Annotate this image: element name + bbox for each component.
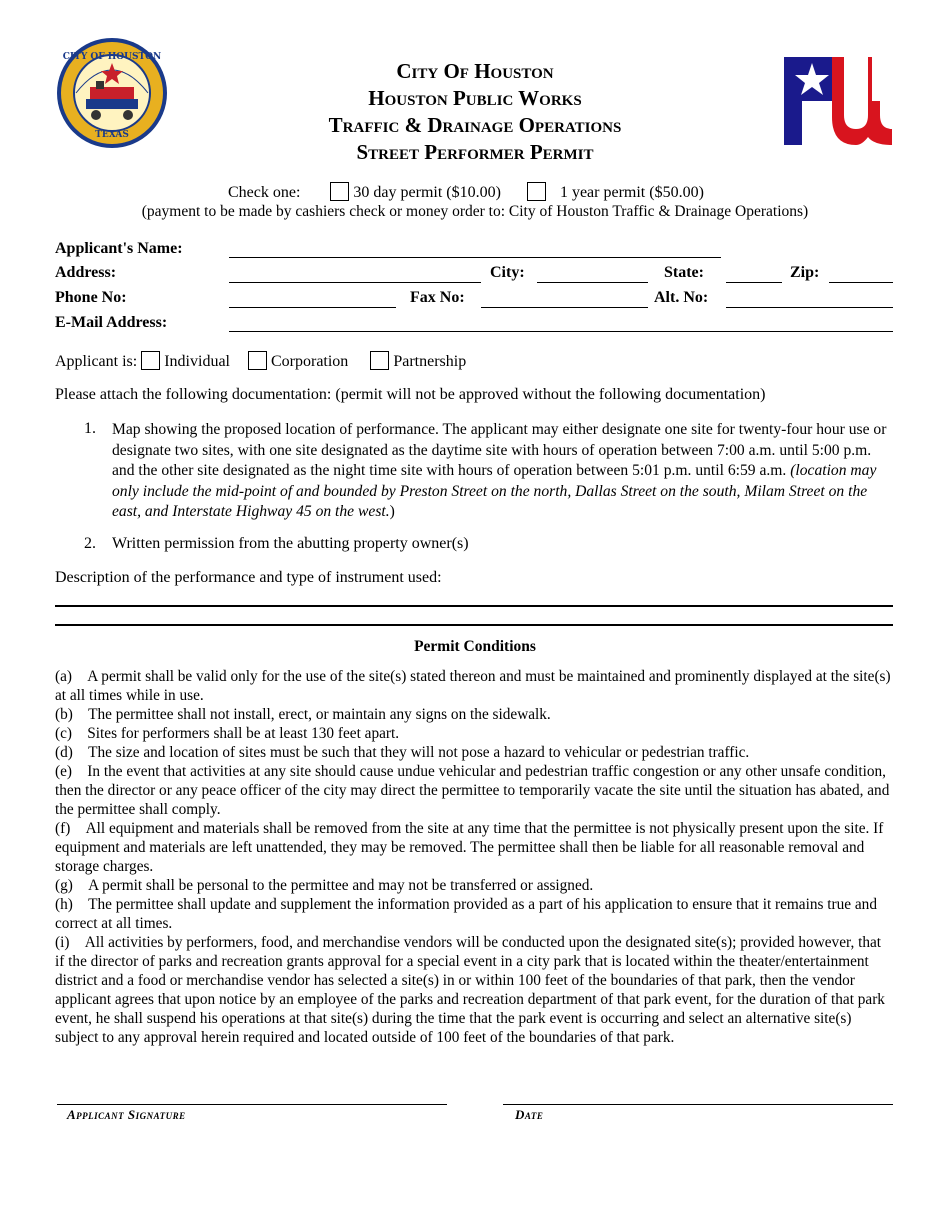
condition-item bbox=[55, 762, 893, 819]
doc-item-2-number: 2. bbox=[84, 535, 96, 552]
condition-text: All activities by performers, food, and merchandise vendors will be conducted upon the designated site(s); provided however, that if the director of parks and recreation grants approval for a special event in a city park that is located within the theater/entertainment district and a food or merchandise vendor has selected a site(s) in or within 100 feet of the boundaries of that park, then the vendor applicant agrees that upon notice by an employee of the parks and recreation department of that park event, for the duration of that park event, he shall suspend his operations at that site(s) during the time that the park event is occurring and select an alternative site(s) subject to any approval herein required and located outside of 100 feet of the boundaries of that park. bbox=[55, 934, 885, 1046]
condition-tag: (b) bbox=[55, 706, 73, 723]
permit-conditions-title: Permit Conditions bbox=[414, 638, 536, 655]
permit-type-row bbox=[228, 182, 704, 202]
check-one-label: Check one: bbox=[228, 184, 301, 201]
condition-item bbox=[55, 876, 893, 895]
doc-item-2-text: Written permission from the abutting property owner(s) bbox=[112, 535, 469, 552]
condition-item bbox=[55, 743, 893, 762]
date-field[interactable] bbox=[503, 1104, 893, 1105]
condition-tag: (i) bbox=[55, 934, 70, 951]
title-line-3: Traffic & Drainage Operations bbox=[328, 113, 622, 137]
date-label: Date bbox=[515, 1107, 544, 1122]
fax-label: Fax No: bbox=[410, 289, 465, 306]
condition-text: The permittee shall not install, erect, or maintain any signs on the sidewalk. bbox=[88, 706, 551, 723]
form-title bbox=[200, 58, 750, 166]
email-field[interactable] bbox=[229, 331, 893, 332]
zip-field[interactable] bbox=[829, 282, 893, 283]
email-label: E-Mail Address: bbox=[55, 314, 168, 331]
condition-item bbox=[55, 819, 893, 876]
applicant-type-row bbox=[55, 351, 466, 371]
applicant-name-field[interactable] bbox=[229, 257, 721, 258]
city-seal-logo bbox=[56, 37, 168, 149]
condition-tag: (a) bbox=[55, 668, 72, 685]
condition-tag: (g) bbox=[55, 877, 73, 894]
title-line-4: Street Performer Permit bbox=[356, 140, 594, 164]
state-field[interactable] bbox=[726, 282, 782, 283]
svg-text:CITY OF HOUSTON: CITY OF HOUSTON bbox=[62, 52, 162, 62]
condition-tag: (f) bbox=[55, 820, 71, 837]
condition-text: In the event that activities at any site should cause undue vehicular and pedestrian traffic congestion or any other unsafe condition, then the director or any peace officer of the city may direct the permittee to temporarily vacate the site until the situation has abated, and the permittee shall comply. bbox=[55, 763, 890, 818]
condition-text: Sites for performers shall be at least 130 feet apart. bbox=[87, 725, 400, 742]
condition-text: All equipment and materials shall be removed from the site at any time that the permittee is not physically present upon the site. If equipment and materials are left unattended, they may be removed. The permittee shall then be liable for all reasonable removal and storage charges. bbox=[55, 820, 884, 875]
applicant-name-label: Applicant's Name: bbox=[55, 240, 183, 257]
individual-label: Individual bbox=[164, 353, 230, 370]
condition-tag: (h) bbox=[55, 896, 73, 913]
description-field-line-2[interactable] bbox=[55, 624, 893, 626]
conditions-list bbox=[55, 667, 893, 1047]
condition-item bbox=[55, 667, 893, 705]
checkbox-corporation[interactable] bbox=[248, 351, 267, 370]
title-line-1: City Of Houston bbox=[396, 59, 554, 83]
condition-tag: (d) bbox=[55, 744, 73, 761]
fax-field[interactable] bbox=[481, 307, 648, 308]
corporation-label: Corporation bbox=[270, 353, 349, 370]
checkbox-1-year[interactable] bbox=[527, 182, 546, 201]
zip-label: Zip: bbox=[790, 264, 820, 281]
checkbox-30-day[interactable] bbox=[330, 182, 349, 201]
phone-field[interactable] bbox=[229, 307, 396, 308]
description-label: Description of the performance and type of instrument used: bbox=[55, 569, 442, 586]
applicant-is-label: Applicant is: bbox=[55, 353, 138, 370]
condition-tag: (c) bbox=[55, 725, 72, 742]
description-field-line-1[interactable] bbox=[55, 605, 893, 607]
condition-item bbox=[55, 895, 893, 933]
condition-item bbox=[55, 724, 893, 743]
payment-note: (payment to be made by cashiers check or money order to: City of Houston Traffic & Drainage Operations) bbox=[141, 203, 809, 220]
alt-phone-field[interactable] bbox=[726, 307, 893, 308]
condition-text: The size and location of sites must be such that they will not pose a hazard to vehicular or pedestrian traffic. bbox=[88, 744, 750, 761]
applicant-signature-field[interactable] bbox=[57, 1104, 447, 1105]
option-1-year-label: 1 year permit ($50.00) bbox=[559, 184, 704, 201]
alt-phone-label: Alt. No: bbox=[654, 289, 709, 306]
applicant-signature-label: Applicant Signature bbox=[67, 1107, 186, 1122]
svg-text:TEXAS: TEXAS bbox=[95, 130, 129, 140]
doc-item-1-boundary-note: (location may only include the mid-point of and bounded by Preston Street on the north, Dallas Street on the south, Milam Street on the east, and Interstate Highway 45 on the west. bbox=[112, 462, 877, 520]
doc-item-1-close: ) bbox=[389, 503, 395, 520]
address-label: Address: bbox=[55, 264, 117, 281]
title-line-2: Houston Public Works bbox=[368, 86, 582, 110]
documentation-intro: Please attach the following documentation: (permit will not be approved without the following documentation) bbox=[55, 386, 766, 403]
partnership-label: Partnership bbox=[393, 353, 467, 370]
condition-text: A permit shall be valid only for the use of the site(s) stated thereon and must be maintained and prominently displayed at the site(s) at all times while in use. bbox=[55, 668, 891, 704]
condition-tag: (e) bbox=[55, 763, 72, 780]
condition-text: A permit shall be personal to the permittee and may not be transferred or assigned. bbox=[88, 877, 594, 894]
address-field[interactable] bbox=[229, 282, 481, 283]
condition-item bbox=[55, 705, 893, 724]
city-field[interactable] bbox=[537, 282, 648, 283]
public-works-logo bbox=[784, 57, 894, 145]
checkbox-individual[interactable] bbox=[141, 351, 160, 370]
doc-item-1-text: Map showing the proposed location of performance. The applicant may either designate one site for twenty-four hour use or designate two sites, with one site designated as the daytime site with hours of operation between 7:00 a.m. until 5:00 p.m. and the other site designated as the night time site with hours of operation between 5:01 p.m. until 6:59 a.m. bbox=[112, 421, 887, 479]
state-label: State: bbox=[664, 264, 704, 281]
checkbox-partnership[interactable] bbox=[370, 351, 389, 370]
doc-item-1-number: 1. bbox=[84, 420, 96, 437]
option-30-day-label: 30 day permit ($10.00) bbox=[353, 184, 501, 201]
condition-text: The permittee shall update and supplement the information provided as a part of his application to ensure that it remains true and correct at all times. bbox=[55, 896, 877, 932]
city-label: City: bbox=[490, 264, 525, 281]
condition-item bbox=[55, 933, 893, 1047]
doc-item-1 bbox=[112, 420, 894, 523]
phone-label: Phone No: bbox=[55, 289, 127, 306]
